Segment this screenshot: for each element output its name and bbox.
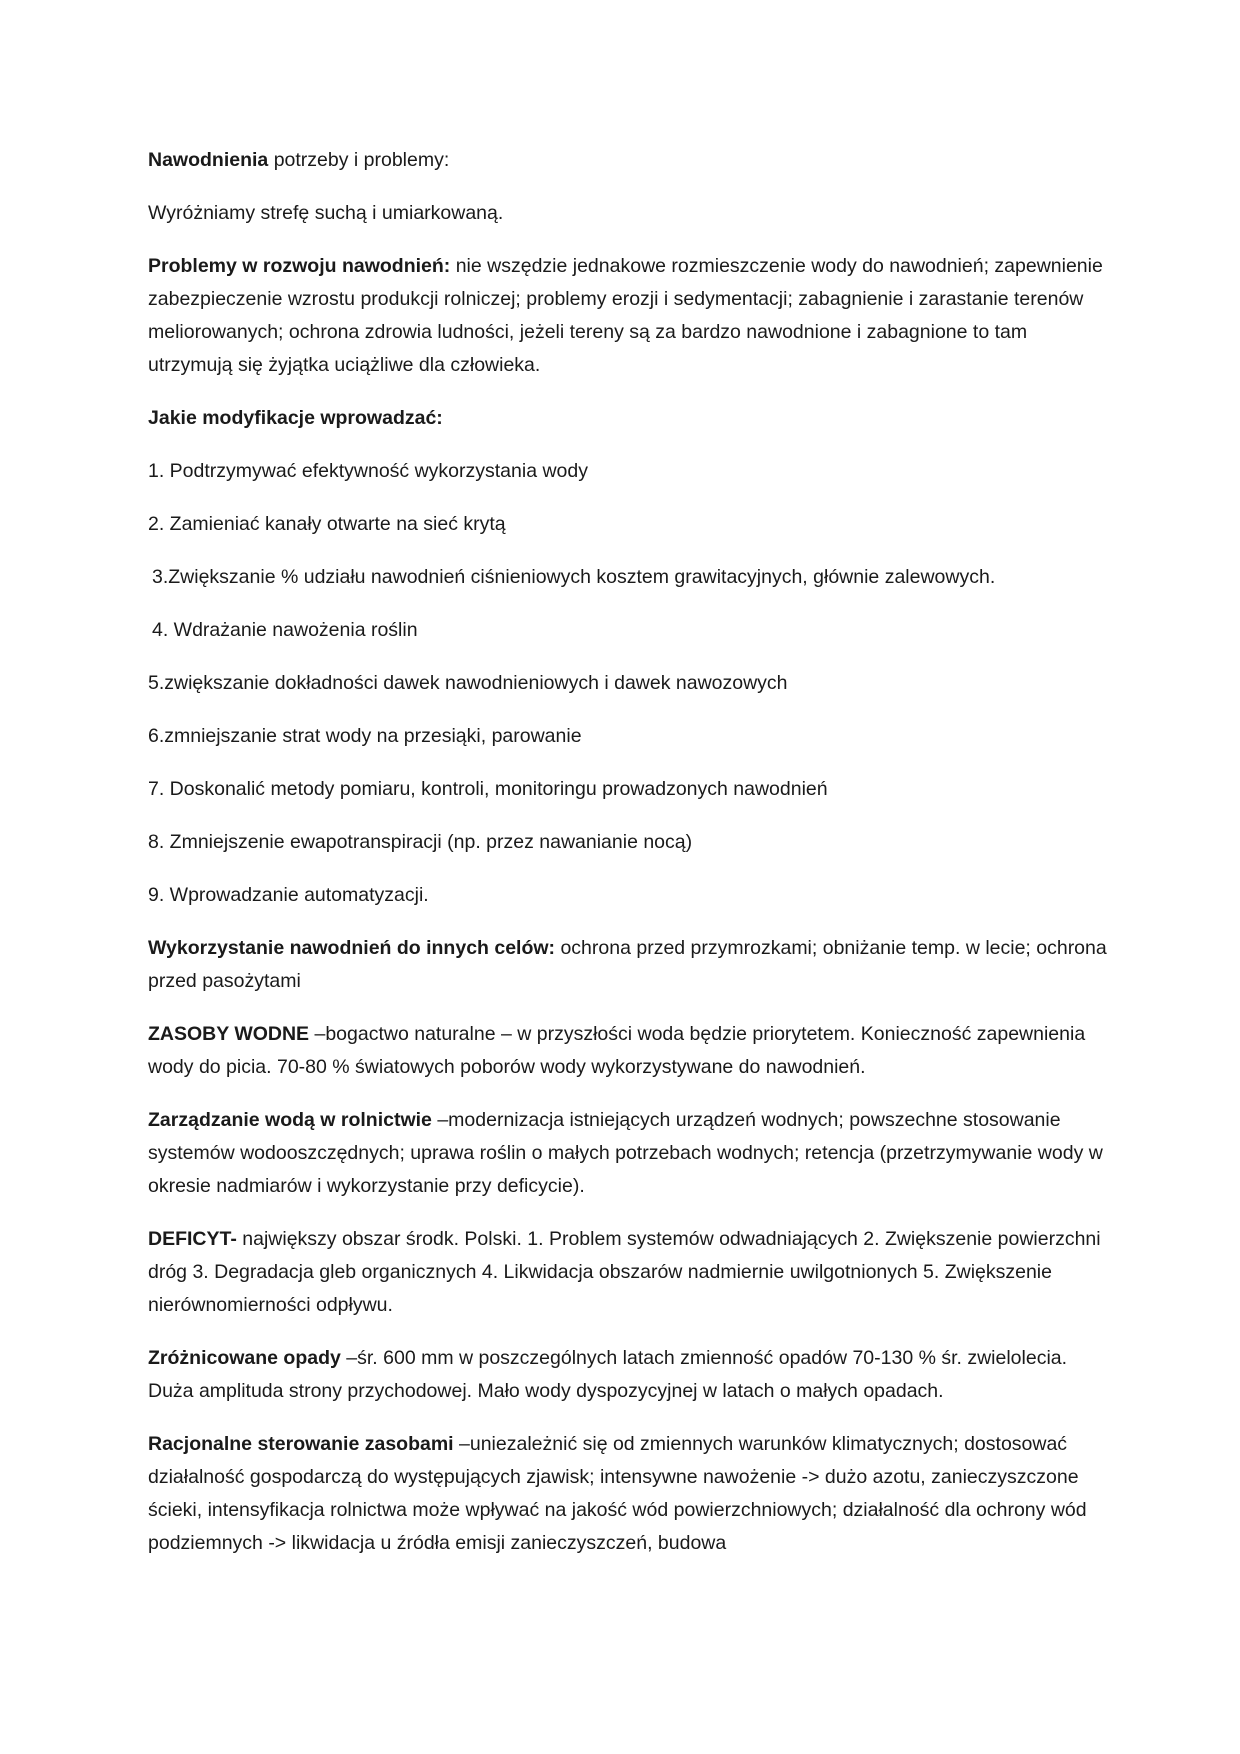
bold-term: Racjonalne sterowanie zasobami: [148, 1433, 454, 1455]
list-item: 4. Wdrażanie nawożenia roślin: [152, 619, 418, 641]
list-item: 1. Podtrzymywać efektywność wykorzystania wody: [148, 460, 588, 482]
paragraph-text: –uniezależnić się od zmiennych warunków klimatycznych; dostosować działalność gospodarczą do występujących zjawisk; intensywne nawożenie -> dużo azotu, zanieczyszczone ścieki, intensyfikacja rolnictwa może wpływać na jakość wód powierzchniowych; działalność dla ochrony wód podziemnych -> likwidacja u źródła emisji zanieczyszczeń, budowa: [148, 1433, 1087, 1554]
list-item: 3.Zwiększanie % udziału nawodnień ciśnieniowych kosztem grawitacyjnych, głównie zalewowych.: [152, 566, 996, 588]
list-item: 8. Zmniejszenie ewapotranspiracji (np. przez nawanianie nocą): [148, 831, 693, 853]
heading-modyfikacje: [148, 402, 1108, 435]
list-item: 7. Doskonalić metody pomiaru, kontroli, monitoringu prowadzonych nawodnień: [148, 778, 828, 800]
paragraph-problemy: [148, 250, 1108, 382]
paragraph-zasoby-wodne: [148, 1018, 1108, 1084]
list-item: 5.zwiększanie dokładności dawek nawodnieniowych i dawek nawozowych: [148, 672, 788, 694]
bold-term: Zarządzanie wodą w rolnictwie: [148, 1109, 432, 1131]
bold-term: Wykorzystanie nawodnień do innych celów:: [148, 937, 556, 959]
bold-term: ZASOBY WODNE: [148, 1023, 310, 1045]
paragraph-text: –śr. 600 mm w poszczególnych latach zmienność opadów 70-130 % śr. zwielolecia. Duża amplituda strony przychodowej. Mało wody dyspozycyjnej w latach o małych opadach.: [148, 1347, 1068, 1402]
bold-term: DEFICYT-: [148, 1228, 237, 1250]
paragraph-deficyt: [148, 1223, 1108, 1322]
paragraph-text: nie wszędzie jednakowe rozmieszczenie wody do nawodnień; zapewnienie zabezpieczenie wzrostu produkcji rolniczej; problemy erozji i sedymentacji; zabagnienie i zarastanie terenów meliorowanych; ochrona zdrowia ludności, jeżeli tereny są za bardzo nawodnione i zabagnione to tam utrzymują się żyjątka uciążliwe dla człowieka.: [148, 255, 1103, 376]
paragraph-strefy: [148, 197, 1108, 230]
paragraph-zarzadzanie: [148, 1104, 1108, 1203]
paragraph-text: –bogactwo naturalne – w przyszłości woda będzie priorytetem. Konieczność zapewnienia wody do picia. 70-80 % światowych poborów wody wykorzystywane do nawodnień.: [148, 1023, 1086, 1078]
paragraph-text: Wyróżniamy strefę suchą i umiarkowaną.: [148, 202, 504, 224]
bold-term: Nawodnienia: [148, 149, 269, 171]
bold-term: Zróżnicowane opady: [148, 1347, 341, 1369]
bold-term: Jakie modyfikacje wprowadzać:: [148, 407, 443, 429]
paragraph-text: potrzeby i problemy:: [268, 149, 450, 171]
paragraph-text: największy obszar środk. Polski. 1. Problem systemów odwadniających 2. Zwiększenie powierzchni dróg 3. Degradacja gleb organicznych 4. Likwidacja obszarów nadmiernie uwilgotnionych 5. Zwiększenie nierównomierności odpływu.: [148, 1228, 1101, 1316]
paragraph-text: –modernizacja istniejących urządzeń wodnych; powszechne stosowanie systemów wodooszczędnych; uprawa roślin o małych potrzebach wodnych; retencja (przetrzymywanie wody w okresie nadmiarów i wykorzystanie przy deficycie).: [148, 1109, 1103, 1197]
document-page: [148, 144, 1108, 1580]
list-item: 2. Zamieniać kanały otwarte na sieć krytą: [148, 513, 506, 535]
paragraph-inne-cele: [148, 932, 1108, 998]
paragraph-opady: [148, 1342, 1108, 1408]
bold-term: Problemy w rozwoju nawodnień:: [148, 255, 451, 277]
list-item: 6.zmniejszanie strat wody na przesiąki, parowanie: [148, 725, 582, 747]
paragraph-text: ochrona przed przymrozkami; obniżanie temp. w lecie; ochrona przed pasożytami: [148, 937, 1107, 992]
heading-nawodnienia: [148, 144, 1108, 177]
paragraph-sterowanie: [148, 1428, 1108, 1560]
list-item: 9. Wprowadzanie automatyzacji.: [148, 884, 429, 906]
